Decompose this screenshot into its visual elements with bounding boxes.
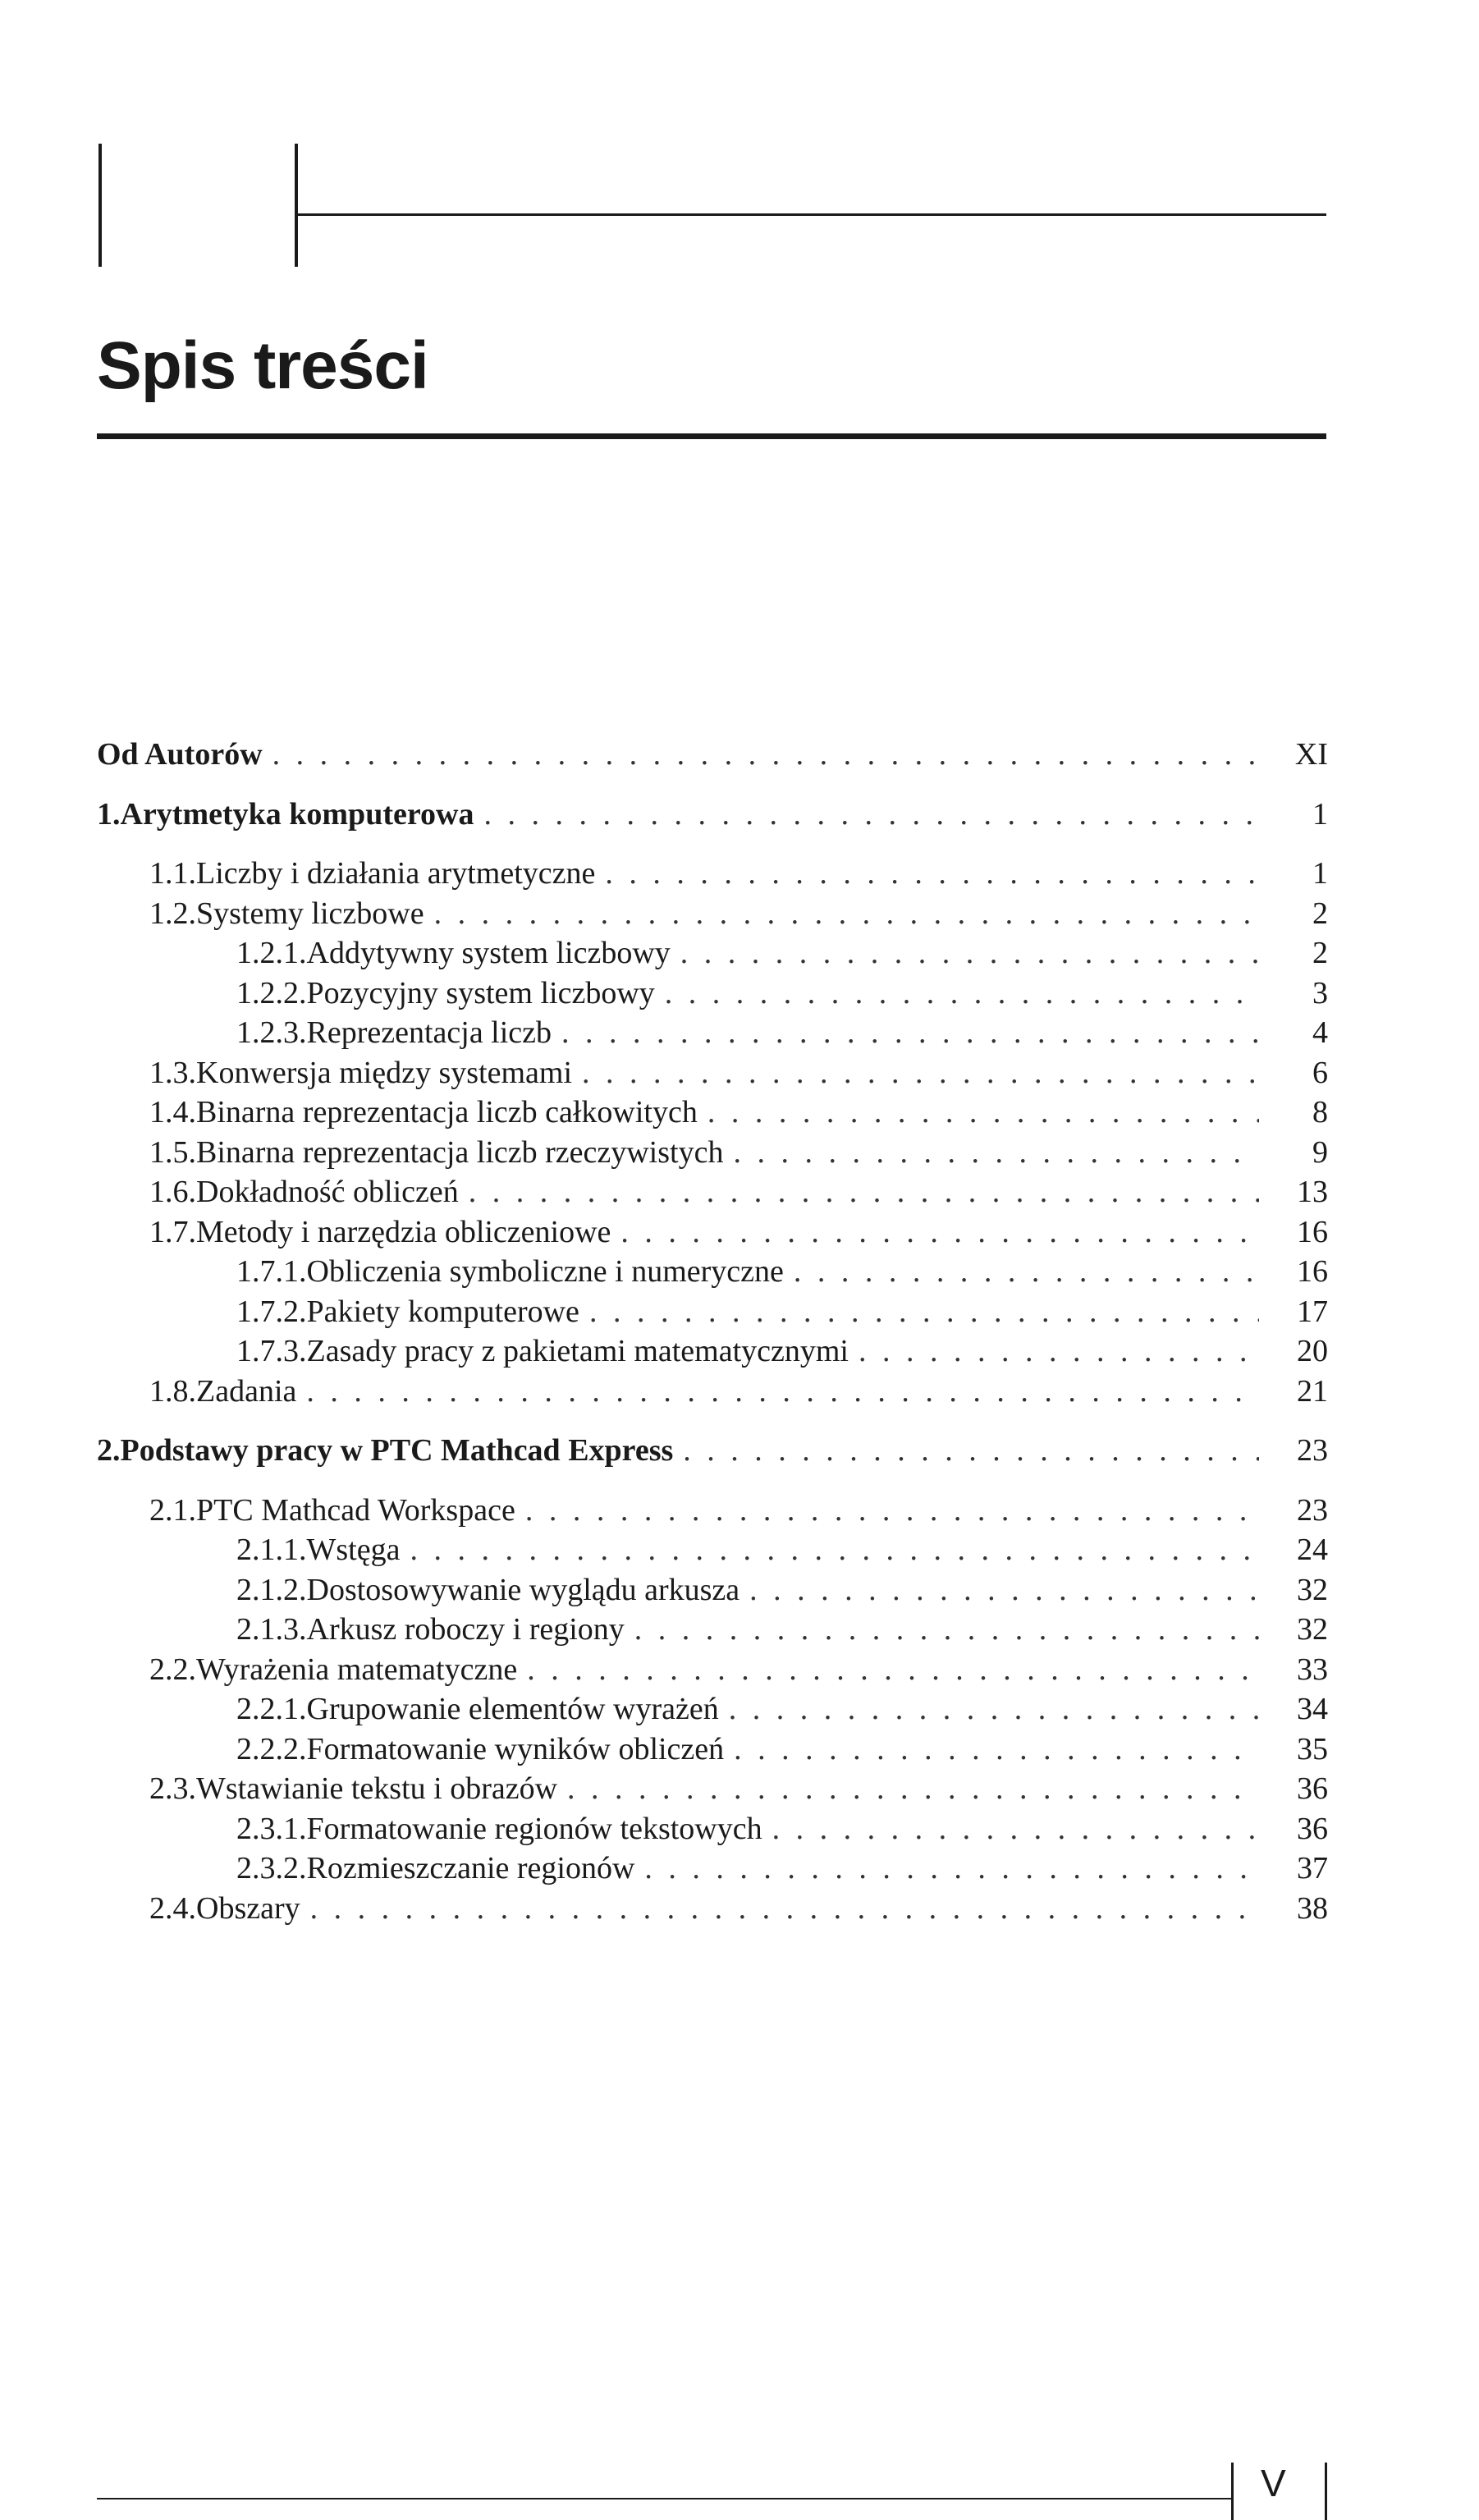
toc-entry-page: 3: [1312, 975, 1328, 1010]
toc-entry-number: 2.1.: [149, 1492, 196, 1528]
toc-entry-label: Wstawianie tekstu i obrazów: [196, 1771, 558, 1806]
toc-dot-leader: [469, 1172, 1259, 1212]
toc-dot-leader: [306, 1372, 1259, 1412]
toc-dot-leader: [859, 1331, 1259, 1372]
toc-entry-number: 1.8.: [149, 1373, 196, 1409]
toc-dot-leader: [272, 735, 1259, 775]
toc-entry: [97, 854, 1328, 894]
toc-entry-label: Reprezentacja liczb: [306, 1015, 552, 1050]
toc-entry-page: 36: [1297, 1771, 1328, 1806]
toc-entry-number: 1.7.2.: [236, 1294, 307, 1329]
toc-entry-label: Dokładność obliczeń: [196, 1175, 459, 1209]
toc-entry-label: Obliczenia symboliczne i numeryczne: [306, 1254, 784, 1289]
toc-entry-label: Grupowanie elementów wyrażeń: [306, 1692, 719, 1726]
toc-dot-leader: [310, 1889, 1259, 1929]
toc-entry-label: Zasady pracy z pakietami matematycznymi: [306, 1334, 849, 1368]
toc-entry-label: Systemy liczbowe: [196, 896, 424, 931]
toc-entry-number: 2.3.2.: [236, 1851, 307, 1885]
toc-dot-leader: [749, 1570, 1259, 1611]
toc-entry-label: Konwersja między systemami: [196, 1055, 573, 1090]
toc-entry-label: Metody i narzędzia obliczeniowe: [196, 1214, 611, 1249]
toc-dot-leader: [707, 1093, 1259, 1133]
toc-entry-number: 1.4.: [149, 1095, 196, 1129]
page-title: Spis treści: [97, 328, 428, 403]
toc-dot-leader: [620, 1212, 1259, 1253]
toc-entry: [97, 1491, 1328, 1531]
toc-dot-leader: [582, 1053, 1259, 1093]
toc-entry-number: 1.1.: [149, 856, 196, 891]
toc-dot-leader: [434, 894, 1259, 934]
toc-entry-page: 13: [1297, 1175, 1328, 1209]
toc-entry-number: 2.1.3.: [236, 1612, 307, 1647]
toc-entry: [97, 735, 1328, 775]
toc-entry-page: 6: [1312, 1055, 1328, 1090]
toc-entry: [97, 1292, 1328, 1332]
toc-entry: [97, 1093, 1328, 1133]
toc-entry-number: 1.2.2.: [236, 975, 307, 1010]
toc-entry-label: Wstęga: [306, 1533, 401, 1567]
toc-entry: [97, 894, 1328, 934]
toc-entry-page: 1: [1312, 796, 1328, 832]
toc-entry-label: Formatowanie wyników obliczeń: [306, 1731, 725, 1766]
toc-entry: [97, 1889, 1328, 1929]
toc-entry-label: Rozmieszczanie regionów: [306, 1851, 635, 1885]
toc-entry-page: 4: [1312, 1015, 1328, 1050]
toc-entry-label: Zadania: [196, 1373, 297, 1409]
toc-entry-page: 32: [1297, 1572, 1328, 1607]
toc-entry-number: 2.3.: [149, 1771, 196, 1806]
footer-rule: [97, 2498, 1231, 2499]
toc-entry: [97, 1530, 1328, 1570]
toc-entry-page: 36: [1297, 1811, 1328, 1846]
toc-dot-leader: [794, 1252, 1259, 1292]
toc-entry-page: 1: [1312, 856, 1328, 891]
header-bar-right: [295, 144, 298, 267]
toc-entry-page: 9: [1312, 1134, 1328, 1170]
toc-dot-leader: [589, 1292, 1259, 1332]
toc-entry-page: 16: [1297, 1214, 1328, 1249]
toc-entry: [97, 1053, 1328, 1093]
toc-dot-leader: [665, 974, 1259, 1014]
toc-entry-page: 2: [1312, 936, 1328, 970]
toc-entry-label: Formatowanie regionów tekstowych: [306, 1811, 762, 1846]
toc-entry-label: Dostosowywanie wyglądu arkusza: [306, 1572, 740, 1607]
toc-entry-page: 8: [1312, 1095, 1328, 1129]
footer-bar-left: [1231, 2463, 1234, 2520]
toc-dot-leader: [680, 933, 1259, 974]
toc-entry-number: 2.1.1.: [236, 1533, 307, 1567]
toc-entry-page: 2: [1312, 896, 1328, 931]
toc-entry-page: 37: [1297, 1851, 1328, 1885]
toc-entry-label: Od Autorów: [97, 737, 263, 772]
toc-entry: [97, 1133, 1328, 1173]
toc-entry-label: Binarna reprezentacja liczb całkowitych: [196, 1095, 698, 1129]
footer-bar-right: [1325, 2463, 1327, 2520]
toc-entry-number: 1.7.: [149, 1214, 196, 1249]
toc-entry-page: 23: [1297, 1492, 1328, 1528]
toc-entry-number: 2.: [97, 1433, 121, 1468]
toc-entry: [97, 1610, 1328, 1650]
toc-entry: [97, 1212, 1328, 1253]
toc-entry-number: 2.2.2.: [236, 1731, 307, 1766]
toc-entry-number: 2.1.2.: [236, 1572, 307, 1607]
toc-entry: [97, 1849, 1328, 1889]
toc-entry-number: 1.5.: [149, 1134, 196, 1170]
toc-dot-leader: [527, 1650, 1259, 1690]
toc-dot-leader: [644, 1849, 1259, 1889]
toc-entry-label: Binarna reprezentacja liczb rzeczywistych: [196, 1134, 724, 1170]
toc-dot-leader: [410, 1530, 1259, 1570]
toc-entry-label: Pakiety komputerowe: [306, 1294, 579, 1329]
toc-dot-leader: [772, 1809, 1259, 1849]
toc-entry-label: Obszary: [196, 1890, 300, 1926]
toc-entry: [97, 1172, 1328, 1212]
toc-dot-leader: [525, 1491, 1259, 1531]
toc-entry: [97, 1570, 1328, 1611]
toc-dot-leader: [561, 1013, 1259, 1053]
toc-entry-label: Pozycyjny system liczbowy: [306, 975, 655, 1010]
toc-entry-number: 2.2.: [149, 1652, 196, 1687]
toc-entry-number: 1.3.: [149, 1055, 196, 1090]
toc-entry: [97, 933, 1328, 974]
toc-entry-label: Podstawy pracy w PTC Mathcad Express: [120, 1433, 674, 1468]
toc-entry-number: 2.2.1.: [236, 1692, 307, 1726]
toc-entry-number: 1.7.3.: [236, 1334, 307, 1368]
toc-dot-leader: [734, 1730, 1259, 1770]
toc-entry: [97, 1252, 1328, 1292]
toc-dot-leader: [729, 1689, 1259, 1730]
table-of-contents: [97, 735, 1328, 1928]
toc-entry: [97, 1730, 1328, 1770]
toc-entry: [97, 1650, 1328, 1690]
toc-entry-page: 32: [1297, 1612, 1328, 1647]
toc-entry-page: 34: [1297, 1692, 1328, 1726]
toc-entry-page: 33: [1297, 1652, 1328, 1687]
toc-entry-number: 1.6.: [149, 1175, 196, 1209]
toc-entry: [97, 1372, 1328, 1412]
toc-entry-number: 1.7.1.: [236, 1254, 307, 1289]
header-bar-left: [98, 144, 102, 267]
toc-entry-page: 23: [1297, 1433, 1328, 1468]
header-rule: [296, 213, 1326, 216]
toc-entry-label: Wyrażenia matematyczne: [196, 1652, 518, 1687]
toc-dot-leader: [567, 1769, 1259, 1809]
toc-entry-label: Arkusz roboczy i regiony: [306, 1612, 625, 1647]
toc-entry-label: Arytmetyka komputerowa: [120, 796, 474, 832]
toc-entry: [97, 1013, 1328, 1053]
title-rule: [97, 433, 1326, 439]
toc-dot-leader: [634, 1610, 1259, 1650]
toc-dot-leader: [605, 854, 1259, 894]
toc-entry-number: 1.2.3.: [236, 1015, 307, 1050]
toc-entry: [97, 974, 1328, 1014]
toc-entry: [97, 1809, 1328, 1849]
page-number: V: [1261, 2462, 1286, 2504]
toc-entry-label: Addytywny system liczbowy: [306, 936, 671, 970]
toc-entry-number: 1.: [97, 796, 121, 832]
toc-entry-label: PTC Mathcad Workspace: [196, 1492, 515, 1528]
toc-entry-number: 1.2.: [149, 896, 196, 931]
toc-entry: [97, 1431, 1328, 1471]
toc-entry-page: XI: [1294, 737, 1328, 772]
toc-entry-page: 38: [1297, 1890, 1328, 1926]
toc-entry-page: 17: [1297, 1294, 1328, 1329]
toc-entry-page: 20: [1297, 1334, 1328, 1368]
toc-entry: [97, 1331, 1328, 1372]
toc-entry: [97, 1689, 1328, 1730]
toc-dot-leader: [683, 1431, 1259, 1471]
toc-entry-page: 35: [1297, 1731, 1328, 1766]
toc-entry-page: 21: [1297, 1373, 1328, 1409]
toc-entry: [97, 1769, 1328, 1809]
toc-entry: [97, 795, 1328, 835]
toc-entry-number: 1.2.1.: [236, 936, 307, 970]
toc-entry-number: 2.3.1.: [236, 1811, 307, 1846]
toc-dot-leader: [733, 1133, 1259, 1173]
toc-entry-label: Liczby i działania arytmetyczne: [196, 856, 596, 891]
toc-dot-leader: [483, 795, 1259, 835]
toc-entry-number: 2.4.: [149, 1890, 196, 1926]
toc-entry-page: 16: [1297, 1254, 1328, 1289]
toc-entry-page: 24: [1297, 1533, 1328, 1567]
